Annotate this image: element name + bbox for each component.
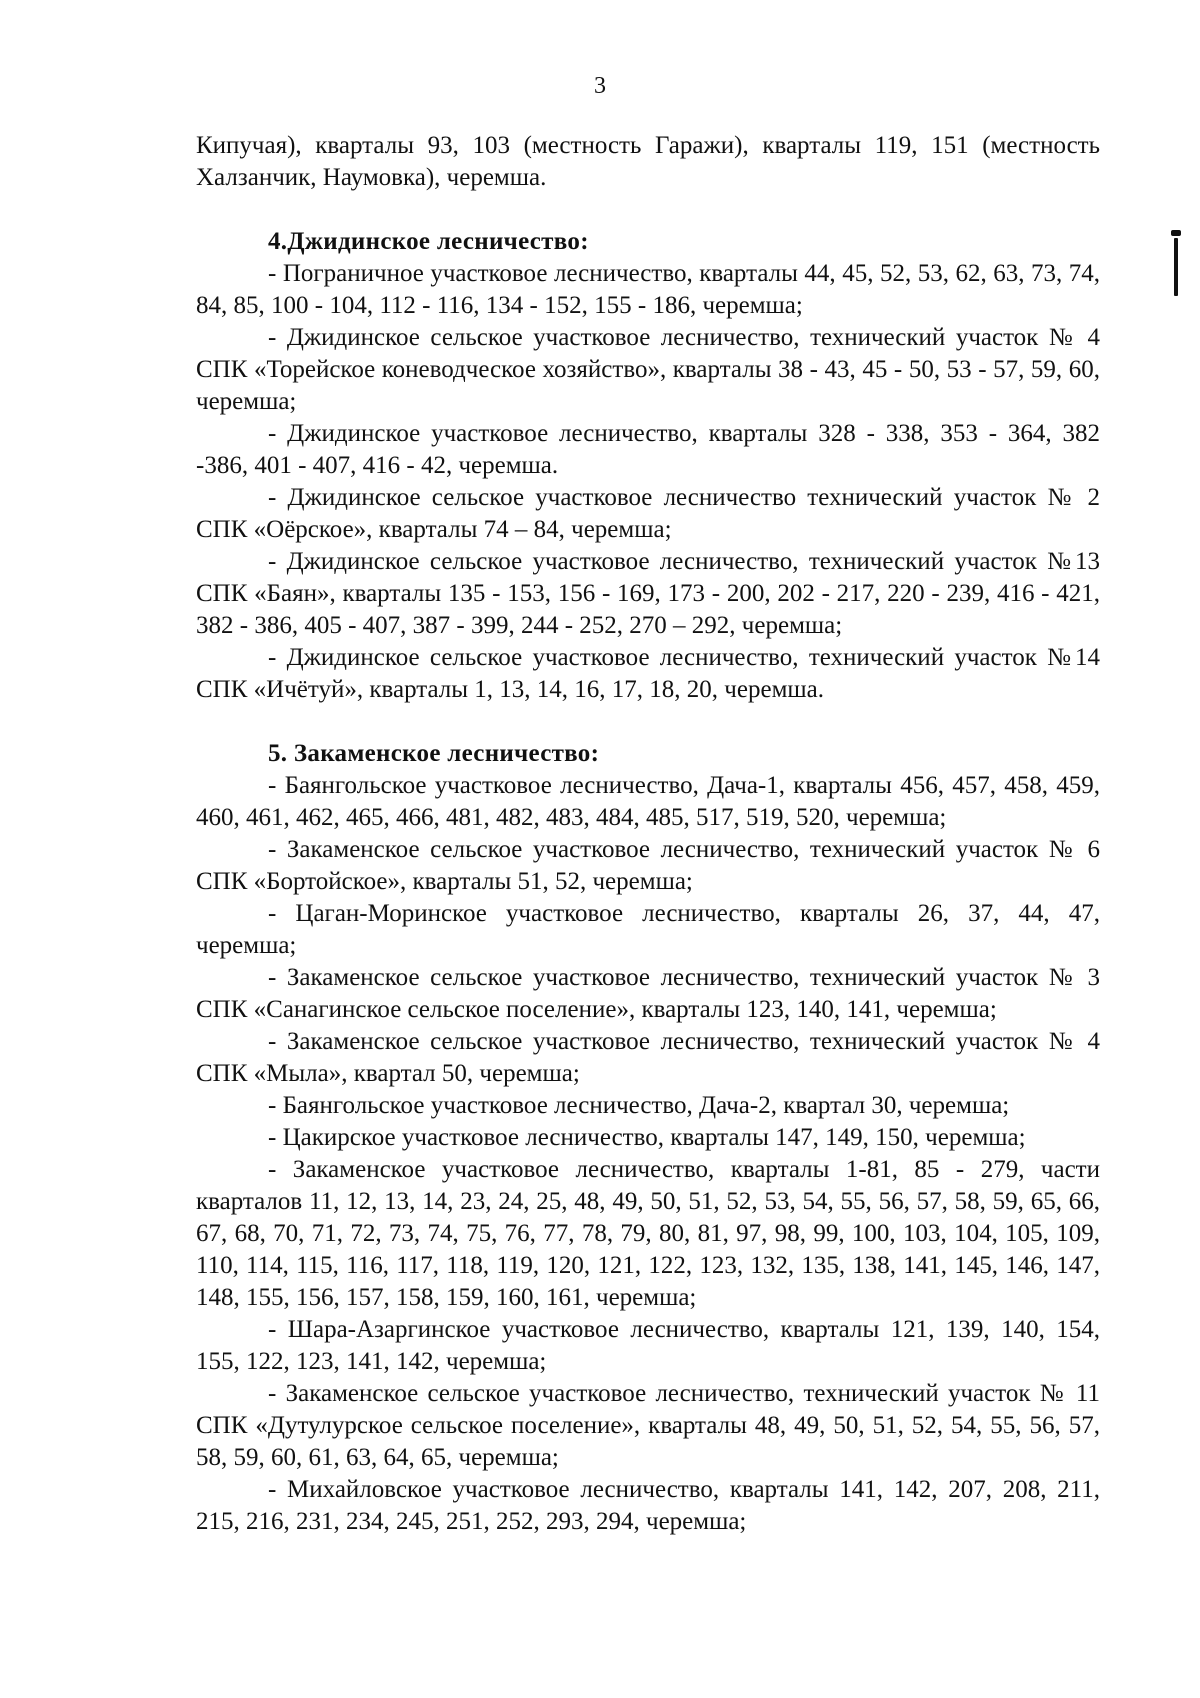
section-gap: [196, 194, 1100, 208]
list-item: - Джидинское участковое лесничество, кварталы 328 - 338, 353 - 364, 382 -386, 401 - 407, 416 - 42, черемша.: [196, 420, 1100, 479]
list-item: - Закаменское сельское участковое лесничество, технический участок № 3 СПК «Санагинское сельское поселение», кварталы 123, 140, 141, черемша;: [196, 964, 1100, 1023]
list-item: - Цакирское участковое лесничество, кварталы 147, 149, 150, черемша;: [268, 1124, 1026, 1151]
section-4-heading: 4.Джидинское лесничество:: [268, 228, 589, 255]
list-item: - Джидинское сельское участковое лесничество, технический участок №13 СПК «Баян», кварталы 135 - 153, 156 - 169, 173 - 200, 202 - 217, 220 - 239, 416 - 421, 382 - 386, 405 - 407, 387 - 399, 244 - 252, 270 – 292, черемша;: [196, 548, 1100, 639]
list-item: - Шара-Азаргинское участковое лесничество, кварталы 121, 139, 140, 154, 155, 122, 123, 141, 142, черемша;: [196, 1316, 1100, 1375]
section-5-heading: 5. Закаменское лесничество:: [268, 740, 600, 767]
intro-paragraph: Кипучая), кварталы 93, 103 (местность Гаражи), кварталы 119, 151 (местность Халзанчик, Наумовка), черемша.: [196, 132, 1100, 191]
list-item: - Пограничное участковое лесничество, кварталы 44, 45, 52, 53, 62, 63, 73, 74, 84, 85, 100 - 104, 112 - 116, 134 - 152, 155 - 186, черемша;: [196, 260, 1100, 319]
list-item: - Михайловское участковое лесничество, кварталы 141, 142, 207, 208, 211, 215, 216, 231, 234, 245, 251, 252, 293, 294, черемша;: [196, 1476, 1100, 1535]
list-item: - Закаменское сельское участковое лесничество, технический участок № 6 СПК «Бортойское», кварталы 51, 52, черемша;: [196, 836, 1100, 895]
list-item: - Закаменское сельское участковое лесничество, технический участок № 4 СПК «Мыла», квартал 50, черемша;: [196, 1028, 1100, 1087]
list-item: - Цаган-Моринское участковое лесничество, кварталы 26, 37, 44, 47, черемша;: [196, 900, 1100, 959]
list-item: - Закаменское сельское участковое лесничество, технический участок № 11 СПК «Дутулурское сельское поселение», кварталы 48, 49, 50, 51, 52, 54, 55, 56, 57, 58, 59, 60, 61, 63, 64, 65, черемша;: [196, 1380, 1100, 1471]
list-item: - Баянгольское участковое лесничество, Дача-2, квартал 30, черемша;: [268, 1092, 1010, 1119]
list-item: - Закаменское участковое лесничество, кварталы 1-81, 85 - 279, части кварталов 11, 12, 13, 14, 23, 24, 25, 48, 49, 50, 51, 52, 53, 54, 55, 56, 57, 58, 59, 65, 66, 67, 68, 70, 71, 72, 73, 74, 75, 76, 77, 78, 79, 80, 81, 97, 98, 99, 100, 103, 104, 105, 109, 110, 114, 115, 116, 117, 118, 119, 120, 121, 122, 123, 132, 135, 138, 141, 145, 146, 147, 148, 155, 156, 157, 158, 159, 160, 161, черемша;: [196, 1156, 1100, 1311]
list-item: - Джидинское сельское участковое лесничество, технический участок №14 СПК «Ичётуй», кварталы 1, 13, 14, 16, 17, 18, 20, черемша.: [196, 644, 1100, 703]
list-item: - Джидинское сельское участковое лесничество, технический участок № 4 СПК «Торейское коневодческое хозяйство», кварталы 38 - 43, 45 - 50, 53 - 57, 59, 60, черемша;: [196, 324, 1100, 415]
page-number: 3: [594, 73, 606, 99]
list-item: - Баянгольское участковое лесничество, Дача-1, кварталы 456, 457, 458, 459, 460, 461, 462, 465, 466, 481, 482, 483, 484, 485, 517, 519, 520, черемша;: [196, 772, 1100, 831]
margin-mark: [1174, 238, 1178, 296]
document-body: [196, 130, 1100, 1538]
section-gap: [196, 706, 1100, 720]
list-item: - Джидинское сельское участковое лесничество технический участок № 2 СПК «Оёрское», кварталы 74 – 84, черемша;: [196, 484, 1100, 543]
